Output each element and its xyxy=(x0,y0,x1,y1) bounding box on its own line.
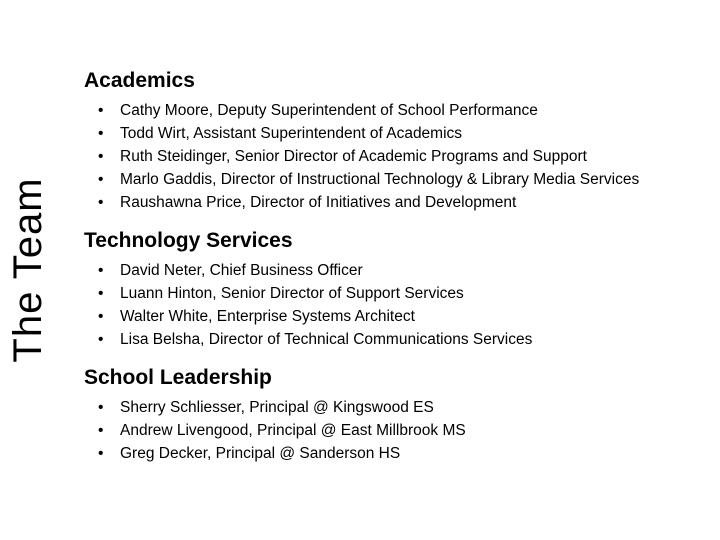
slide-title: The Team xyxy=(6,177,50,363)
bullet-icon: • xyxy=(98,445,104,462)
list-item xyxy=(84,328,714,351)
list-item-text: Ruth Steidinger, Senior Director of Academic Programs and Support xyxy=(120,148,587,165)
list-item-text: Andrew Livengood, Principal @ East Millbrook MS xyxy=(120,422,466,439)
bullet-icon: • xyxy=(98,422,104,439)
bullet-icon: • xyxy=(98,285,104,302)
list-item xyxy=(84,442,714,465)
section-school-leadership xyxy=(84,364,714,465)
list-item-text: Luann Hinton, Senior Director of Support Services xyxy=(120,285,464,302)
section-technology-services xyxy=(84,227,714,351)
section-academics xyxy=(84,67,714,214)
bullet-icon: • xyxy=(98,171,104,188)
team-content xyxy=(84,67,714,465)
bullet-list xyxy=(84,99,714,214)
list-item xyxy=(84,191,714,214)
list-item-text: Cathy Moore, Deputy Superintendent of School Performance xyxy=(120,102,538,119)
bullet-icon: • xyxy=(98,399,104,416)
list-item xyxy=(84,168,714,191)
list-item xyxy=(84,259,714,282)
list-item xyxy=(84,122,714,145)
list-item-text: Raushawna Price, Director of Initiatives and Development xyxy=(120,194,517,211)
bullet-list xyxy=(84,396,714,465)
list-item-text: Walter White, Enterprise Systems Architect xyxy=(120,308,415,325)
section-heading: Technology Services xyxy=(84,229,293,252)
section-heading: School Leadership xyxy=(84,366,272,389)
list-item-text: Marlo Gaddis, Director of Instructional Technology & Library Media Services xyxy=(120,171,640,188)
list-item-text: Lisa Belsha, Director of Technical Communications Services xyxy=(120,331,533,348)
bullet-icon: • xyxy=(98,262,104,279)
bullet-icon: • xyxy=(98,194,104,211)
list-item xyxy=(84,305,714,328)
bullet-list xyxy=(84,259,714,351)
bullet-icon: • xyxy=(98,102,104,119)
list-item xyxy=(84,419,714,442)
bullet-icon: • xyxy=(98,331,104,348)
bullet-icon: • xyxy=(98,125,104,142)
bullet-icon: • xyxy=(98,308,104,325)
bullet-icon: • xyxy=(98,148,104,165)
list-item-text: Todd Wirt, Assistant Superintendent of Academics xyxy=(120,125,463,142)
list-item xyxy=(84,145,714,168)
list-item-text: Sherry Schliesser, Principal @ Kingswood ES xyxy=(120,399,434,416)
list-item xyxy=(84,99,714,122)
list-item xyxy=(84,282,714,305)
list-item-text: Greg Decker, Principal @ Sanderson HS xyxy=(120,445,401,462)
list-item xyxy=(84,396,714,419)
list-item-text: David Neter, Chief Business Officer xyxy=(120,262,363,279)
section-heading: Academics xyxy=(84,69,195,92)
